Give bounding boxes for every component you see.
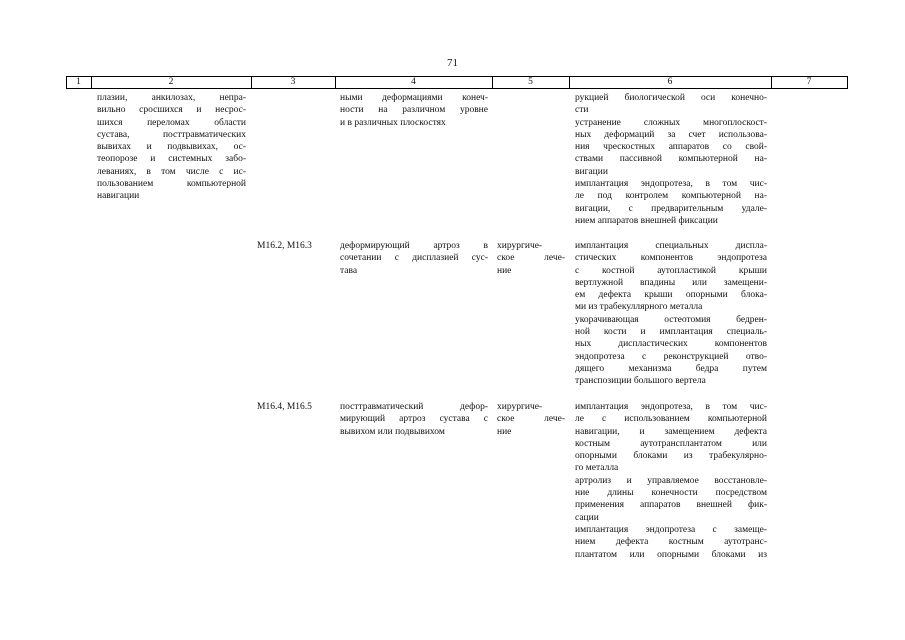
- diagnosis-cell: [340, 240, 488, 277]
- column-number: 4: [411, 77, 416, 87]
- treatment-type-cell: [497, 401, 565, 438]
- text-line: стических компонентов эндопротеза: [575, 253, 767, 264]
- text-line: тава: [340, 265, 358, 276]
- text-line: вигации: [575, 166, 608, 177]
- text-line: сации: [575, 512, 599, 523]
- treatment-type-cell: [497, 240, 565, 277]
- text-line: деформирующий артроз в: [340, 241, 488, 251]
- column-number: 6: [667, 77, 673, 87]
- text-line: посттравматический дефор-: [340, 402, 488, 412]
- text-line: вильно сросшихся и несрос-: [97, 105, 246, 116]
- text-line: ных диспластических компонентов: [575, 339, 767, 350]
- text-line: ности на различном уровне: [340, 105, 488, 116]
- column-number: 1: [76, 77, 81, 87]
- text-line: имплантация эндопротеза с замеще-: [575, 524, 767, 535]
- text-line: ние длины конечности посредством: [575, 488, 767, 499]
- column-divider: [847, 76, 848, 88]
- text-line: опорными блоками из трабекулярно-: [575, 451, 767, 462]
- column-number: 5: [528, 77, 533, 87]
- text-line: мирующий артроз сустава с: [340, 414, 488, 425]
- text-line: пользованием компьютерной: [97, 179, 246, 190]
- text-line: леваниях, в том числе с ис-: [97, 166, 246, 177]
- text-line: имплантация эндопротеза, в том чис-: [575, 402, 767, 412]
- treatment-method-cell: [575, 401, 767, 561]
- text-line: го металла: [575, 463, 619, 474]
- text-line: с костной аутопластикой крыши: [575, 265, 767, 276]
- text-line: артролиз и управляемое восстановле-: [575, 475, 767, 486]
- text-line: применения аппаратов внешней фик-: [575, 500, 767, 511]
- text-line: нием дефекта костным аутотранс-: [575, 537, 767, 548]
- column-number: 2: [168, 77, 174, 87]
- text-line: плазии, анкилозах, непра-: [97, 93, 246, 103]
- text-line: сти: [575, 105, 589, 116]
- text-line: теопорозе и системных забо-: [97, 154, 246, 165]
- text-line: M16.4, M16.5: [257, 402, 312, 412]
- disease-description-cell: [97, 92, 246, 203]
- text-line: эндопротеза с реконструкцией отво-: [575, 351, 767, 362]
- treatment-method-cell: [575, 240, 767, 388]
- text-line: ние: [497, 265, 512, 276]
- text-line: ем дефекта крыши опорными блока-: [575, 290, 767, 301]
- text-line: устранение сложных многоплоскост-: [575, 117, 767, 128]
- treatment-method-cell: [575, 92, 767, 227]
- text-line: хирургиче-: [497, 402, 543, 412]
- text-line: сустава, посттравматических: [97, 129, 246, 140]
- text-line: имплантация специальных диспла-: [575, 241, 767, 251]
- text-line: и в различных плоскостях: [340, 117, 446, 128]
- text-line: ных деформаций за счет использова-: [575, 129, 767, 140]
- text-line: шихся переломах области: [97, 117, 246, 128]
- text-line: ле под контролем компьютерной на-: [575, 191, 767, 202]
- text-line: ми из трабекуллярного металла: [575, 302, 703, 313]
- text-line: плантатом или опорными блоками из: [575, 549, 767, 560]
- icd-code-cell: [257, 240, 335, 252]
- text-line: ствами пассивной компьютерной на-: [575, 154, 767, 165]
- text-line: вертлужной впадины или замещени-: [575, 277, 767, 288]
- icd-code-cell: [257, 401, 335, 413]
- text-line: дящего механизма бедра путем: [575, 363, 767, 374]
- text-line: M16.2, M16.3: [257, 241, 312, 251]
- column-number: 7: [806, 77, 812, 87]
- text-line: навигации: [97, 191, 140, 202]
- text-line: ское лече-: [497, 253, 565, 264]
- column-number: 3: [290, 77, 296, 87]
- text-line: вывихах и подвывихах, ос-: [97, 142, 246, 153]
- text-line: имплантация эндопротеза, в том чис-: [575, 179, 767, 190]
- text-line: навигации, и замещением дефекта: [575, 426, 767, 437]
- text-line: сочетании с дисплазией сус-: [340, 253, 488, 264]
- page-number: 71: [447, 57, 458, 69]
- text-line: вигации, с предварительным удале-: [575, 203, 767, 214]
- table-header-bottom-border: [66, 88, 848, 89]
- text-line: ние: [497, 426, 512, 437]
- text-line: ле с использованием компьютерной: [575, 414, 767, 425]
- text-line: нием аппаратов внешней фиксации: [575, 215, 718, 226]
- text-line: ными деформациями конеч-: [340, 93, 488, 103]
- text-line: укорачивающая остеотомия бедрен-: [575, 314, 767, 325]
- text-line: хирургиче-: [497, 241, 543, 251]
- text-line: вывихом или подвывихом: [340, 426, 445, 437]
- text-line: транспозиции большого вертела: [575, 376, 706, 387]
- diagnosis-cell: [340, 92, 488, 129]
- text-line: рукцией биологической оси конечно-: [575, 93, 767, 103]
- diagnosis-cell: [340, 401, 488, 438]
- text-line: костным аутотрансплантатом или: [575, 438, 767, 449]
- text-line: ной кости и имплантация специаль-: [575, 327, 767, 338]
- text-line: ское лече-: [497, 414, 565, 425]
- text-line: ния чрескостных аппаратов со свой-: [575, 142, 767, 153]
